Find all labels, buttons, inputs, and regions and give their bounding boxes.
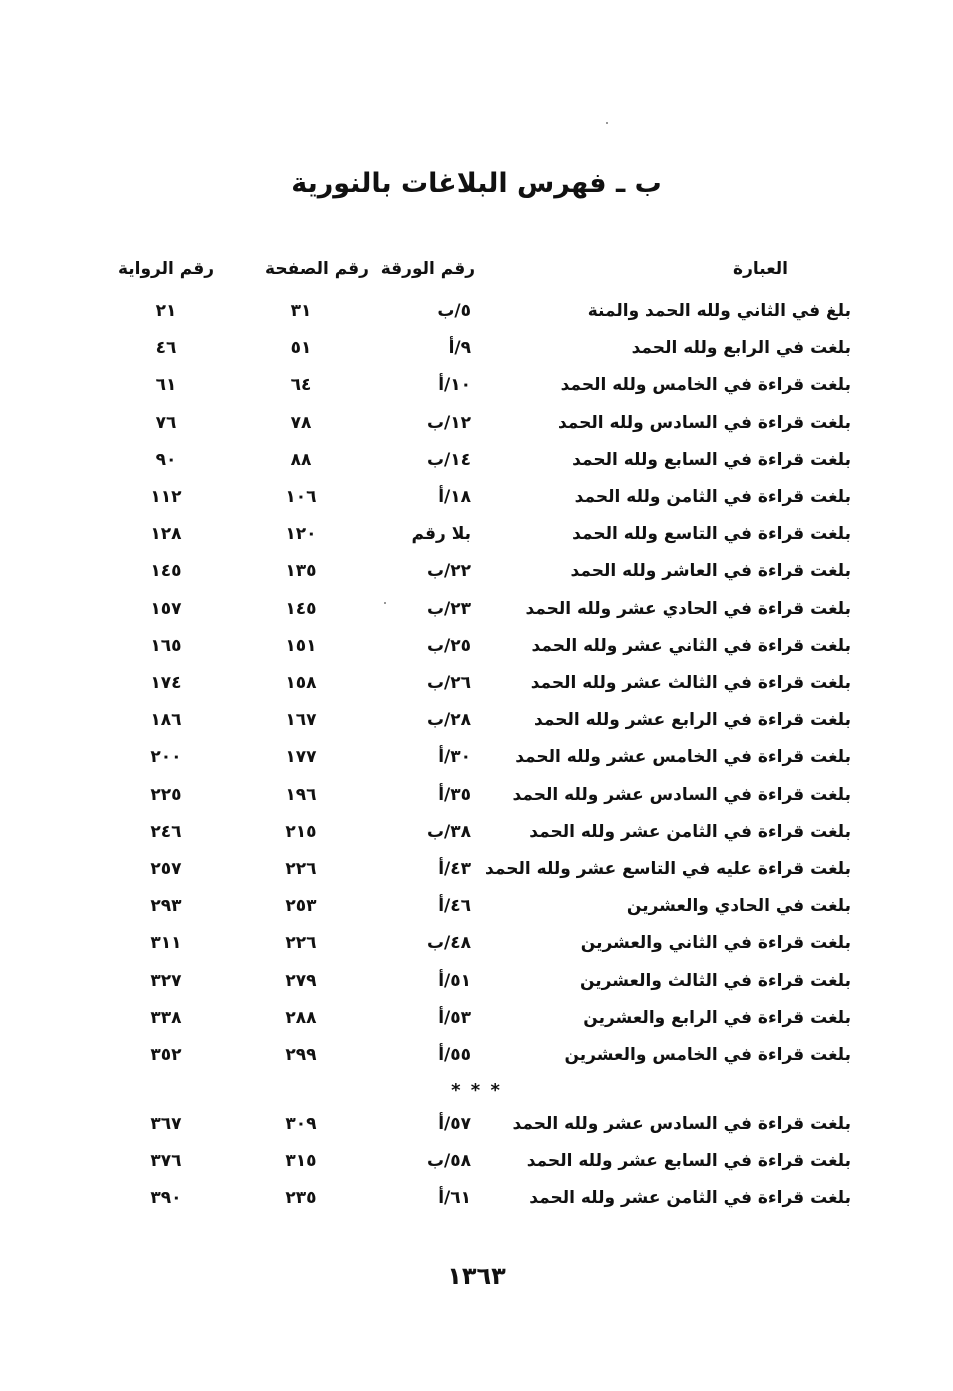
page-number-cell: ١٥١	[285, 635, 317, 656]
narration-number: ٣٦٧	[150, 1114, 182, 1134]
table-row	[0, 480, 953, 514]
table-row	[0, 406, 953, 440]
entry-text: بلغت قراءة عليه في التاسع عشر ولله الحمد	[485, 859, 851, 879]
table-row	[0, 294, 953, 328]
narration-number: ١١٢	[150, 487, 182, 507]
folio-number: ١٨/أ	[438, 487, 471, 507]
entry-text: بلغت قراءة في السادس ولله الحمد	[557, 412, 851, 433]
page-number-cell: ١٢٠	[285, 524, 317, 545]
narration-number: ٣٩٠	[150, 1188, 182, 1209]
folio-number: ٤٨/ب	[426, 933, 471, 954]
entry-text: بلغت قراءة في السابع ولله الحمد	[572, 449, 851, 470]
folio-number: ٣٠/أ	[438, 747, 471, 768]
section-separator: * * *	[451, 1080, 502, 1101]
page-number-cell: ١٦٧	[285, 710, 317, 731]
entry-text: بلغ في الثاني ولله الحمد والمنة	[587, 301, 851, 321]
narration-number: ٣١١	[150, 933, 182, 954]
table-row	[0, 629, 953, 663]
entry-text: بلغت قراءة في الخامس عشر ولله الحمد	[515, 747, 851, 768]
narration-number: ٢٥٧	[150, 859, 182, 879]
folio-number: ٥٧/أ	[438, 1114, 471, 1134]
folio-number: ٢٥/ب	[426, 635, 471, 656]
narration-number: ٧٦	[155, 412, 177, 433]
folio-number: بلا رقم	[411, 524, 471, 545]
entry-text: بلغت قراءة في الثامن ولله الحمد	[574, 487, 851, 507]
folio-number: ٣٥/أ	[438, 784, 471, 805]
folio-number: ٤٦/أ	[438, 896, 471, 917]
header-page: رقم الصفحة	[265, 259, 369, 279]
header-folio: رقم الورقة	[380, 259, 475, 279]
page-number-cell: ٢٣٥	[285, 1188, 317, 1209]
narration-number: ٢٩٣	[150, 896, 182, 917]
narration-number: ٢٤٦	[150, 821, 182, 842]
folio-number: ٥٨/ب	[426, 1151, 471, 1172]
narration-number: ١٧٤	[150, 673, 182, 693]
page-number: ١٣٦٣	[447, 1262, 506, 1290]
folio-number: ٦١/أ	[438, 1188, 471, 1209]
entry-text: بلغت قراءة في العاشر ولله الحمد	[570, 561, 851, 582]
table-row	[0, 1107, 953, 1141]
folio-number: ٥١/أ	[438, 970, 471, 991]
page-number-cell: ٢١٥	[285, 821, 317, 842]
entry-text: بلغت قراءة في الثامن عشر ولله الحمد	[529, 1188, 851, 1209]
scan-speck	[606, 122, 608, 124]
header-narration: رقم الرواية	[117, 259, 215, 279]
narration-number: ١٦٥	[150, 635, 182, 656]
narration-number: ٣٣٨	[150, 1007, 182, 1028]
table-row	[0, 815, 953, 849]
page-number-cell: ٢٧٩	[285, 970, 317, 991]
table-row	[0, 778, 953, 812]
narration-number: ٢٠٠	[150, 747, 182, 768]
entry-text: بلغت قراءة في الثاني والعشرين	[580, 933, 851, 954]
folio-number: ٢٣/ب	[426, 598, 471, 619]
narration-number: ١٤٥	[150, 561, 182, 582]
page-number-cell: ٦٤	[290, 375, 312, 396]
folio-number: ٣٨/ب	[426, 821, 471, 842]
table-row	[0, 1001, 953, 1035]
page-number-cell: ٢٨٨	[285, 1007, 317, 1028]
entry-text: بلغت قراءة في السادس عشر ولله الحمد	[512, 1114, 851, 1134]
narration-number: ٣٥٢	[150, 1045, 182, 1065]
table-row	[0, 554, 953, 588]
table-row	[0, 740, 953, 774]
page-number-cell: ٨٨	[290, 449, 312, 470]
entry-text: بلغت قراءة في الخامس ولله الحمد	[560, 375, 851, 396]
entry-text: بلغت قراءة في الثاني عشر ولله الحمد	[531, 635, 851, 656]
table-row	[0, 443, 953, 477]
narration-number: ٤٦	[155, 338, 177, 359]
narration-number: ٢٢٥	[150, 784, 182, 805]
folio-number: ٤٣/أ	[438, 859, 471, 879]
entry-text: بلغت في الحادي والعشرين	[626, 896, 851, 917]
entry-text: بلغت قراءة في الخامس والعشرين	[564, 1045, 851, 1065]
table-row	[0, 1181, 953, 1215]
page-number-cell: ١٧٧	[285, 747, 317, 768]
page-number-cell: ٢٩٩	[285, 1045, 317, 1065]
header-text: العبارة	[733, 259, 788, 279]
page-title: ب ـ فهرس البلاغات بالنورية	[291, 168, 662, 199]
table-row	[0, 889, 953, 923]
narration-number: ٢١	[155, 301, 177, 321]
page-number-cell: ١٩٦	[285, 784, 317, 805]
page-number-cell: ١٥٨	[285, 673, 317, 693]
narration-number: ١٨٦	[150, 710, 182, 731]
folio-number: ٥٣/أ	[438, 1007, 471, 1028]
page-number-cell: ٧٨	[290, 412, 312, 433]
narration-number: ٣٧٦	[150, 1151, 182, 1172]
folio-number: ٩/أ	[448, 338, 471, 359]
narration-number: ١٥٧	[150, 598, 182, 619]
entry-text: بلغت في الرابع ولله الحمد	[631, 338, 851, 359]
table-row	[0, 331, 953, 365]
table-row	[0, 1144, 953, 1178]
page-number-cell: ٢٥٣	[285, 896, 317, 917]
table-row	[0, 1038, 953, 1072]
table-row	[0, 964, 953, 998]
table-row	[0, 926, 953, 960]
entry-text: بلغت قراءة في الرابع والعشرين	[583, 1007, 851, 1028]
page-number-cell: ١٤٥	[285, 598, 317, 619]
folio-number: ٢٢/ب	[426, 561, 471, 582]
entry-text: بلغت قراءة في الرابع عشر ولله الحمد	[534, 710, 851, 731]
table-row	[0, 517, 953, 551]
entry-text: بلغت قراءة في التاسع ولله الحمد	[572, 524, 851, 545]
page-number-cell: ٣٠٩	[285, 1114, 317, 1134]
folio-number: ٥/ب	[437, 301, 471, 321]
entry-text: بلغت قراءة في الثامن عشر ولله الحمد	[529, 821, 851, 842]
page-number-cell: ٣١	[290, 301, 312, 321]
folio-number: ١٤/ب	[426, 449, 471, 470]
folio-number: ١٠/أ	[438, 375, 471, 396]
folio-number: ٢٦/ب	[426, 673, 471, 693]
page-number-cell: ٣١٥	[285, 1151, 317, 1172]
table-row	[0, 852, 953, 886]
table-row	[0, 368, 953, 402]
table-row	[0, 666, 953, 700]
folio-number: ٥٥/أ	[438, 1045, 471, 1065]
entry-text: بلغت قراءة في السادس عشر ولله الحمد	[512, 784, 851, 805]
folio-number: ٢٨/ب	[426, 710, 471, 731]
narration-number: ٦١	[155, 375, 177, 396]
page-number-cell: ٥١	[290, 338, 312, 359]
table-row	[0, 703, 953, 737]
table-row	[0, 592, 953, 626]
page-number-cell: ٢٢٦	[285, 933, 317, 954]
scan-speck	[384, 602, 386, 604]
narration-number: ٣٢٧	[150, 970, 182, 991]
narration-number: ٩٠	[155, 449, 177, 470]
entry-text: بلغت قراءة في الحادي عشر ولله الحمد	[525, 598, 851, 619]
entry-text: بلغت قراءة في الثالث عشر ولله الحمد	[530, 673, 851, 693]
narration-number: ١٢٨	[150, 524, 182, 545]
entry-text: بلغت قراءة في السابع عشر ولله الحمد	[526, 1151, 851, 1172]
entry-text: بلغت قراءة في الثالث والعشرين	[579, 970, 851, 991]
folio-number: ١٢/ب	[426, 412, 471, 433]
page-number-cell: ١٠٦	[285, 487, 317, 507]
page-number-cell: ٢٢٦	[285, 859, 317, 879]
page-number-cell: ١٣٥	[285, 561, 317, 582]
table-header	[0, 252, 953, 286]
